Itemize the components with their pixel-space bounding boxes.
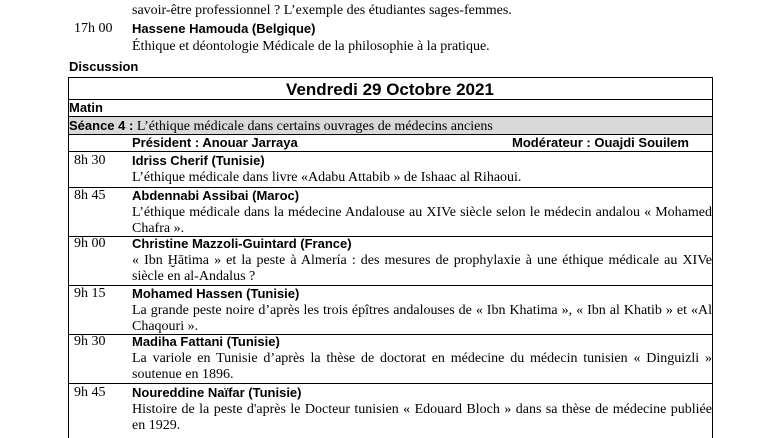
day-title: Vendredi 29 Octobre 2021	[286, 80, 494, 99]
seance-title: L’éthique médicale dans certains ouvrages de médecins anciens	[133, 119, 493, 134]
president-label: Président : Anouar Jarraya	[132, 135, 298, 150]
table-border-top	[68, 77, 712, 78]
talk-speaker: Mohamed Hassen (Tunisie)	[132, 286, 300, 301]
talk-time: 17h 00	[74, 21, 113, 36]
talk-title: Éthique et déontologie Médicale de la philosophie à la pratique.	[132, 39, 490, 54]
talk-speaker: Idriss Cherif (Tunisie)	[132, 153, 265, 168]
talk-time: 8h 30	[74, 153, 106, 168]
discussion-label: Discussion	[69, 59, 139, 74]
talk-time: 9h 15	[74, 286, 106, 301]
talk-title: La grande peste noire d’après les trois épîtres andalouses de « Ibn Khatima », « Ibn al Khatib » et «Al Chaqouri ».	[132, 303, 712, 334]
period-label: Matin	[69, 100, 103, 115]
talk-title: Histoire de la peste d'après le Docteur tunisien « Edouard Bloch » dans sa thèse de médecine publiée en 1929.	[132, 402, 712, 433]
moderator-label: Modérateur : Ouajdi Souilem	[512, 135, 689, 150]
talk-time: 9h 00	[74, 236, 106, 251]
talk-title: L’éthique médicale dans la médecine Andalouse au XIVe siècle selon le médecin andalou « Mohamed Chafra ».	[132, 205, 712, 236]
seance-label: Séance 4 :	[69, 118, 134, 133]
talk-speaker: Abdennabi Assibai (Maroc)	[132, 188, 300, 203]
table-border-right	[712, 77, 713, 438]
talk-speaker: Noureddine Naïfar (Tunisie)	[132, 385, 302, 400]
table-border	[68, 151, 712, 152]
talk-time: 8h 45	[74, 188, 106, 203]
table-border	[68, 99, 712, 100]
talk-title: « Ibn Ḫātima » et la peste à Almería : des mesures de prophylaxie à une éthique médicale au XIVe siècle en al-Andalus ?	[132, 253, 712, 284]
talk-time: 9h 45	[74, 385, 106, 400]
talk-title: L’éthique médicale dans livre «Adabu Attabib » de Ishaac al Rihaoui.	[132, 170, 522, 185]
row-divider	[68, 383, 712, 384]
talk-speaker: Hassene Hamouda (Belgique)	[132, 21, 316, 36]
talk-speaker: Christine Mazzoli-Guintard (France)	[132, 236, 352, 251]
talk-speaker: Madiha Fattani (Tunisie)	[132, 334, 280, 349]
talk-time: 9h 30	[74, 334, 106, 349]
talk-title: La variole en Tunisie d’après la thèse de doctorat en médecine du médecin tunisien « Dinguizli » soutenue en 1896.	[132, 351, 712, 382]
previous-talk-title-end: savoir-être professionnel ? L’exemple des étudiantes sages-femmes.	[132, 3, 512, 18]
seance-heading	[69, 118, 493, 135]
